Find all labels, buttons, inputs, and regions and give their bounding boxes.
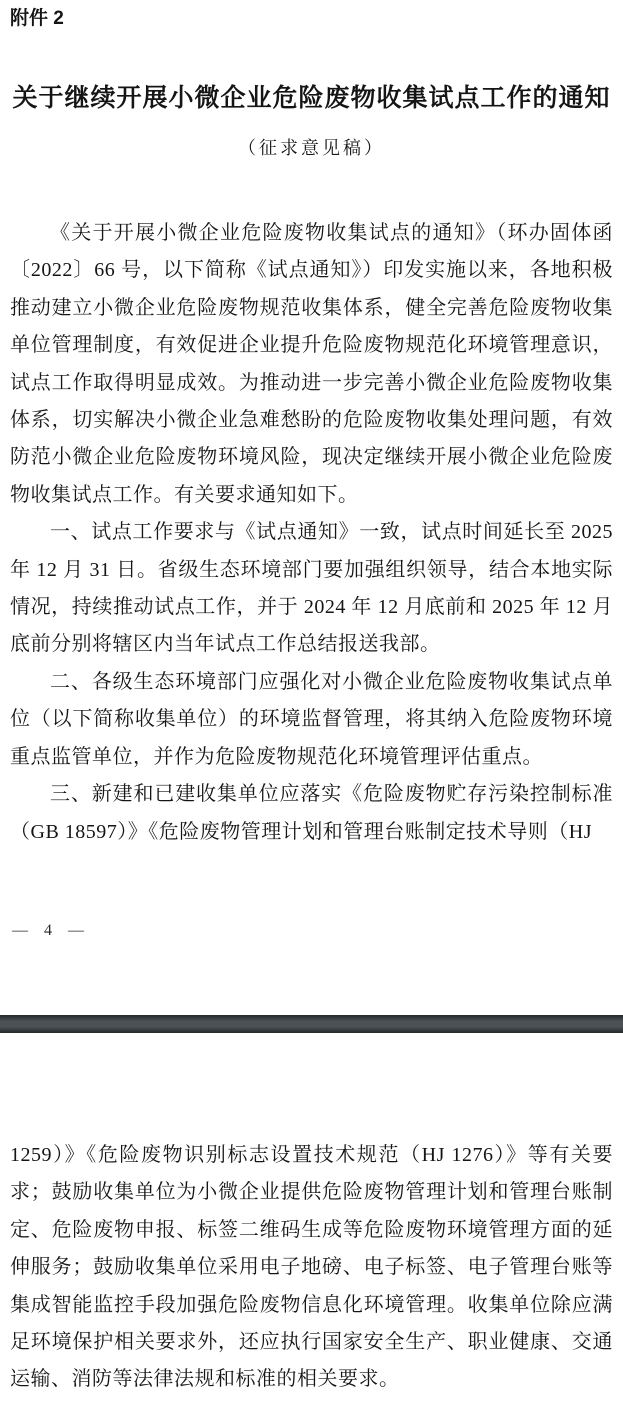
attachment-label: 附件 2 [10,8,64,29]
document-subtitle: （征求意见稿） [238,138,385,158]
document-page-5 [0,1033,623,1404]
body-paragraph-intro: 《关于开展小微企业危险废物收集试点的通知》（环办固体函〔2022〕66 号，以下简称《试点通知》）印发实施以来，各地积极推动建立小微企业危险废物规范收集体系，健全完善危险废物收集单位管理制度，有效促进企业提升危险废物规范化环境管理意识，试点工作取得明显成效。为推动进一步完善小微企业危险废物收集体系，切实解决小微企业急难愁盼的危险废物收集处理问题，有效防范小微企业危险废物环境风险，现决定继续开展小微企业危险废物收集试点工作。有关要求通知如下。 [10,222,613,506]
document-title: 关于继续开展小微企业危险废物收集试点工作的通知 [12,84,611,112]
body-paragraph-item-3-continuation: 1259）》《危险废物识别标志设置技术规范（HJ 1276）》等有关要求；鼓励收集单位为小微企业提供危险废物管理计划和管理台账制定、危险废物申报、标签二维码生成等危险废物环境管理方面的延伸服务；鼓励收集单位采用电子地磅、电子标签、电子管理台账等集成智能监控手段加强危险废物信息化环境管理。收集单位除应满足环境保护相关要求外，还应执行国家安全生产、职业健康、交通运输、消防等法律法规和标准的相关要求。 [10,1144,613,1391]
page-gap-separator [0,1015,623,1033]
body-paragraph-item-1: 一、试点工作要求与《试点通知》一致，试点时间延长至 2025 年 12 月 31 日。省级生态环境部门要加强组织领导，结合本地实际情况，持续推动试点工作，并于 2024 年 12 月底前和 2025 年 12 月底前分别将辖区内当年试点工作总结报送我部。 [10,521,613,656]
page-4-body [10,215,613,851]
page-number: — 4 — [12,922,90,939]
page-5-body [10,1137,613,1399]
body-paragraph-item-2: 二、各级生态环境部门应强化对小微企业危险废物收集试点单位（以下简称收集单位）的环境监督管理，将其纳入危险废物环境重点监管单位，并作为危险废物规范化环境管理评估重点。 [10,670,613,768]
body-paragraph-item-3-start: 三、新建和已建收集单位应落实《危险废物贮存污染控制标准（GB 18597）》《危险废物管理计划和管理台账制定技术导则（HJ [10,783,613,843]
